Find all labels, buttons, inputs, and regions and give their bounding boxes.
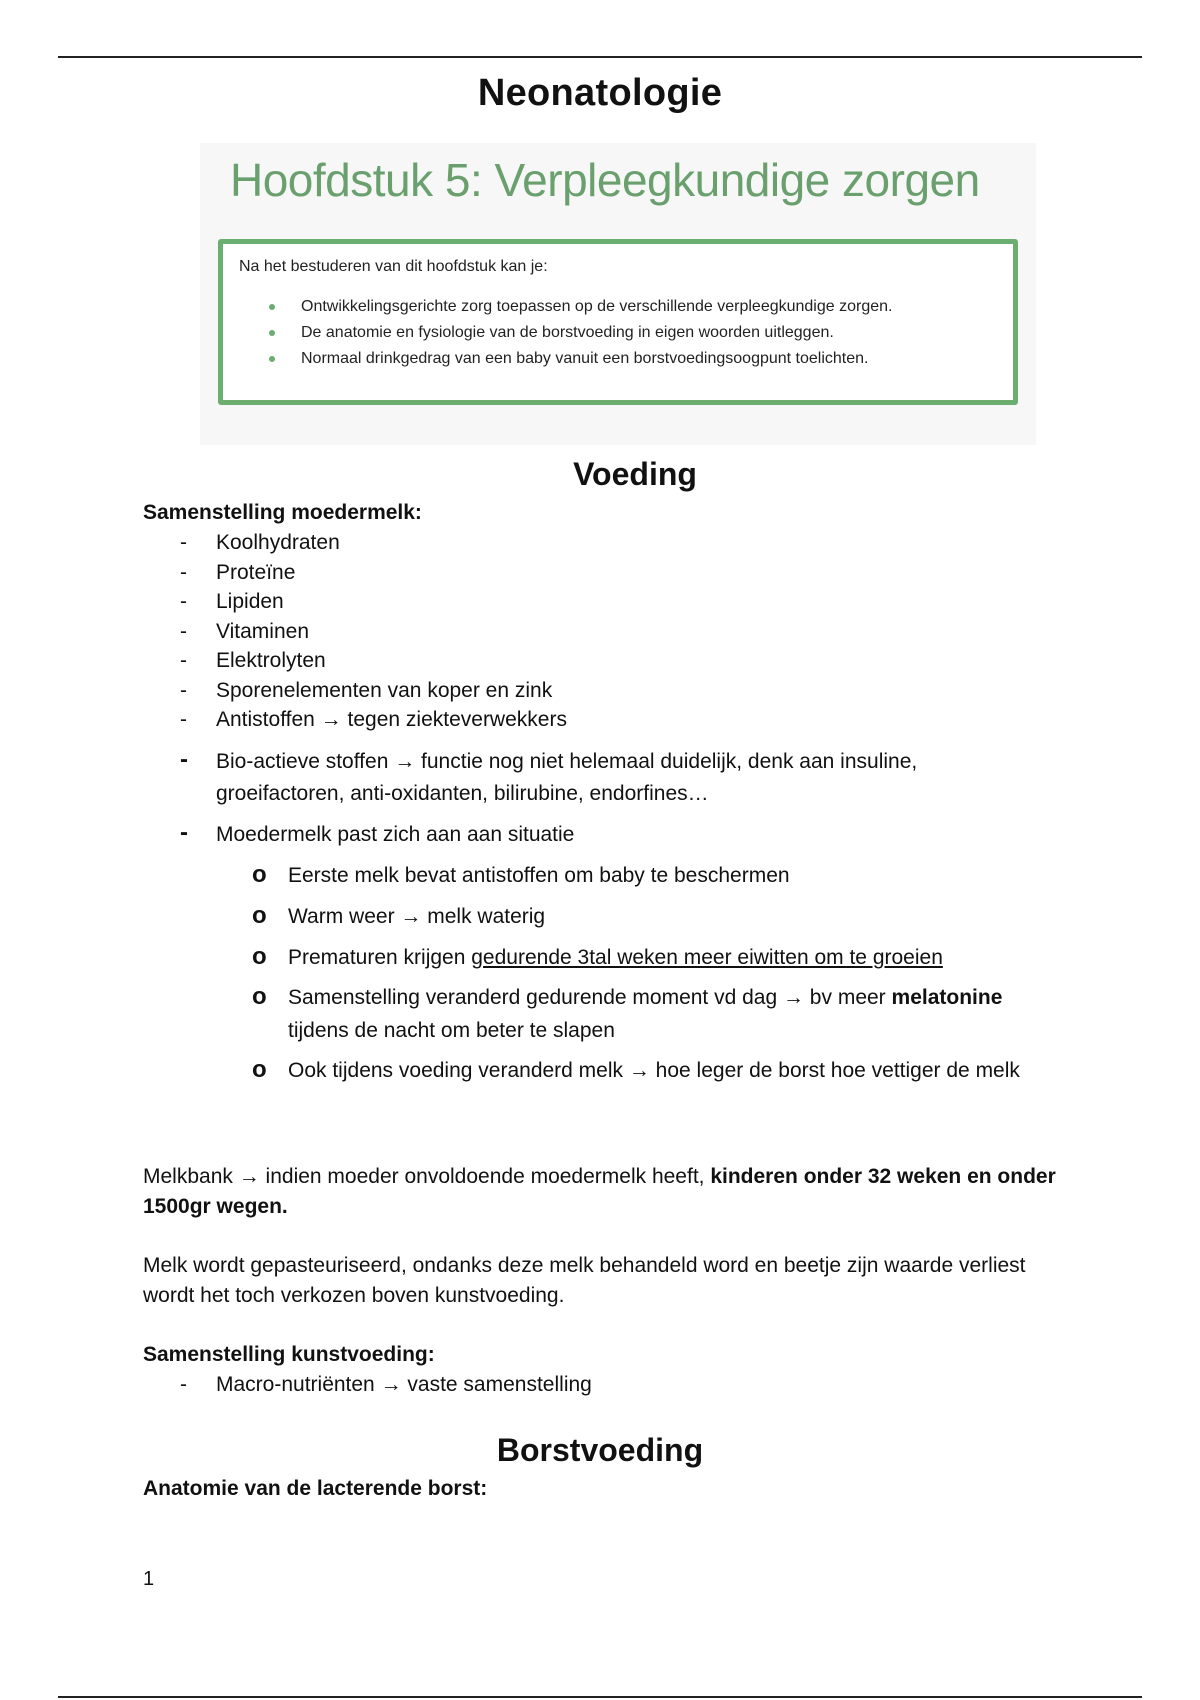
objective-item: Normaal drinkgedrag van een baby vanuit een borstvoedingsoogpunt toelichten. xyxy=(269,350,892,376)
list-item: - Sporenelementen van koper en zink xyxy=(180,678,553,702)
moedermelk-label: Samenstelling moedermelk: xyxy=(143,501,422,524)
list-item: - Proteïne xyxy=(180,560,296,584)
aanpassing-item: - Moedermelk past zich aan aan situatie xyxy=(180,819,575,846)
list-item: - Koolhydraten xyxy=(180,531,340,554)
list-item: - Elektrolyten xyxy=(180,649,326,672)
chapter-title: Hoofdstuk 5: Verpleegkundige zorgen xyxy=(230,154,980,206)
objective-item: Ontwikkelingsgerichte zorg toepassen op de verschillende verpleegkundige zorgen. xyxy=(269,298,892,324)
page-number: 1 xyxy=(143,1568,155,1590)
bullet-icon xyxy=(269,356,275,362)
list-item: - Lipiden xyxy=(180,590,284,613)
sub-item: o Ook tijdens voeding veranderd melk → hoe leger de borst hoe vettiger de melk xyxy=(252,1056,1020,1083)
section-heading-voeding: Voeding xyxy=(573,456,697,492)
melkbank-paragraph: Melkbank → indien moeder onvoldoende moedermelk heeft, kinderen onder 32 weken en onder 1500gr wegen. xyxy=(143,1165,1056,1218)
bullet-icon xyxy=(269,304,275,310)
kunstvoeding-list xyxy=(180,1370,592,1400)
list-item: - Macro-nutriënten → vaste samenstelling xyxy=(180,1373,592,1396)
chapter-banner xyxy=(200,143,1036,445)
objectives-list xyxy=(269,298,892,376)
pasteur-paragraph: Melk wordt gepasteuriseerd, ondanks deze melk behandeld word en beetje zijn waarde verliest wordt het toch verkozen boven kunstvoeding. xyxy=(143,1254,1026,1307)
list-item: - Vitaminen xyxy=(180,619,310,643)
list-item: - Antistoffen → tegen ziekteverwekkers xyxy=(180,708,567,731)
moedermelk-list xyxy=(180,528,567,735)
sub-item: o Warm weer → melk waterig xyxy=(252,902,546,929)
learning-objectives-box xyxy=(218,239,1018,405)
sub-item: o Eerste melk bevat antistoffen om baby te beschermen xyxy=(252,861,790,888)
kunstvoeding-label: Samenstelling kunstvoeding: xyxy=(143,1343,435,1366)
sub-item: o Prematuren krijgen gedurende 3tal weken meer eiwitten om te groeien xyxy=(252,943,943,970)
objective-item: De anatomie en fysiologie van de borstvoeding in eigen woorden uitleggen. xyxy=(269,324,892,350)
bioactief-item: - Bio-actieve stoffen → functie nog niet helemaal duidelijk, denk aan insuline, groeifactoren, anti-oxidanten, bilirubine, endorfines… xyxy=(180,746,918,805)
top-rule xyxy=(58,56,1142,58)
anatomie-label: Anatomie van de lacterende borst: xyxy=(143,1477,488,1500)
objectives-intro: Na het bestuderen van dit hoofdstuk kan je: xyxy=(239,258,548,275)
document-title: Neonatologie xyxy=(477,72,723,114)
bottom-rule xyxy=(58,1696,1142,1698)
sub-item: o Samenstelling veranderd gedurende moment vd dag → bv meer melatonine tijdens de nacht om beter te slapen xyxy=(252,983,1003,1042)
section-heading-borstvoeding: Borstvoeding xyxy=(496,1432,704,1468)
bullet-icon xyxy=(269,330,275,336)
